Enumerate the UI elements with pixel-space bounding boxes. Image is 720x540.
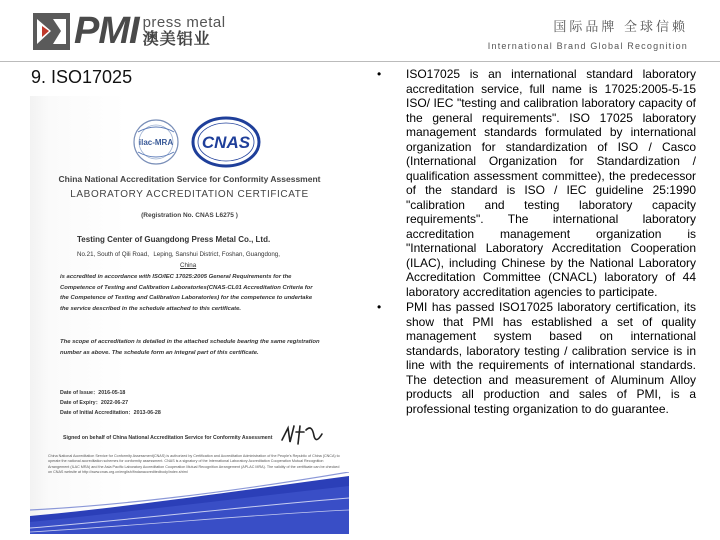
certificate-heading: LABORATORY ACCREDITATION CERTIFICATE — [70, 189, 309, 200]
slogan-cn: 国际品牌 全球信赖 — [553, 19, 688, 34]
ilac-mra-logo-icon — [134, 120, 178, 164]
header — [0, 0, 720, 62]
bullet-text-pmi-certification: PMI has passed ISO17025 laboratory certification, its show that PMI has established a set of quality management system based on international standards, laboratory testing / calibration service is in line with the requirements of international standards. The detection and measurement of Aluminum Alloy products all production and sales of PMI, is a professional testing organization to do guarantee. — [406, 300, 696, 416]
description-text — [377, 67, 696, 417]
certificate-registration: (Registration No. CNAS L6275 ) — [141, 212, 238, 219]
certificate-paragraph-accreditation: is accredited in accordance with ISO/IEC 17025:2005 General Requirements for the Competence of Testing and Calibration Laboratories(CNAS-CL01 Accreditation Criteria for the Competence of Testing and Calibration Laboratories) for the competence to undertake the service described in the schedule attached to this certificate. — [60, 274, 313, 312]
page-title: 9. ISO17025 — [31, 67, 133, 87]
bullet-item — [377, 67, 696, 299]
cnas-logo-icon — [193, 118, 259, 166]
pmi-logo-mark-icon — [33, 13, 70, 50]
certificate-paragraph-scope: The scope of accreditation is detailed in the attached schedule bearing the same registration number as above. The schedule form an integral part of this certificate. — [60, 339, 320, 356]
logo-name-en: press metal — [142, 13, 226, 31]
logo-text — [143, 15, 226, 48]
certificate-signed-on-behalf: Signed on behalf of China National Accreditation Service for Conformity Assessment — [63, 435, 273, 441]
certificate-image — [30, 96, 349, 534]
bullet-item — [377, 300, 696, 416]
certificate-address: No.21, South of Qili Road、Leping, Sanshui District, Foshan, Guangdong, — [77, 251, 280, 258]
certificate-fine-print: China National Accreditation Service for Conformity Assessment(CNAS) is authorized by Certification and Accreditation Administration of the People's Republic of China (CNCA) to operate the national accreditation schemes for conformity assessment. CNAS is a signatory of the International Laboratory Accreditation Cooperation Mutual Recognition Arrangement (ILAC MRA) and the Asia Pacific Laboratory Accreditation Cooperation Mutual Recognition Arrangement (APLAC MRA). The validity of the certificate can be checked on CNAS website at http://www.cnas.org.cn/english/findanaccreditedbody/index.shtml — [48, 454, 340, 475]
ilac-logo-text: ilac-MRA — [138, 138, 174, 147]
header-divider — [0, 61, 720, 62]
logo-wordmark: PMI — [74, 10, 139, 52]
certificate-dates — [60, 388, 161, 419]
slogan-en: International Brand Global Recognition — [487, 41, 688, 51]
bullet-marker: • — [377, 300, 382, 314]
certificate-issuer: China National Accreditation Service for Conformity Assessment — [58, 174, 321, 184]
bullet-marker: • — [377, 67, 382, 81]
logo-name-cn: 澳美铝业 — [142, 30, 211, 48]
certificate-wave-decoration — [30, 472, 349, 534]
date-of-expiry: Date of Expiry：2022-06-27 — [60, 400, 129, 407]
cnas-logo-text: CNAS — [201, 133, 251, 152]
certificate-organization: Testing Center of Guangdong Press Metal Co., Ltd. — [77, 235, 271, 244]
slogan — [488, 16, 688, 51]
signature-icon — [278, 422, 326, 448]
date-of-issue: Date of Issue：2016-05-18 — [60, 390, 126, 396]
certificate-address-country: China — [180, 262, 197, 269]
accreditation-logos — [128, 110, 268, 170]
bullet-text-iso17025-definition: ISO17025 is an international standard laboratory accreditation service, full name is 17025:2005-5-15 ISO/ IEC "testing and calibration laboratory capacity of the general requirements". ISO 17025 laboratory management standards formulated by international organization for standardization of ISO / Casco (International Organization for Standardization / qualification assessment committee), the predecessor of the standard is ISO / IEC guideline 25:1990 "calibration and testing laboratory capacity requirements". The international laboratory accreditation management organization is "International Laboratory Accreditation Cooperation (ILAC), including Chinese by the National Laboratory Accreditation Committee (CNACL) laboratory of 44 laboratory accreditation agencies to participate. — [406, 67, 696, 299]
pmi-logo[interactable] — [33, 12, 226, 50]
date-of-initial-accreditation: Date of Initial Accreditation：2013-06-28 — [60, 410, 161, 417]
